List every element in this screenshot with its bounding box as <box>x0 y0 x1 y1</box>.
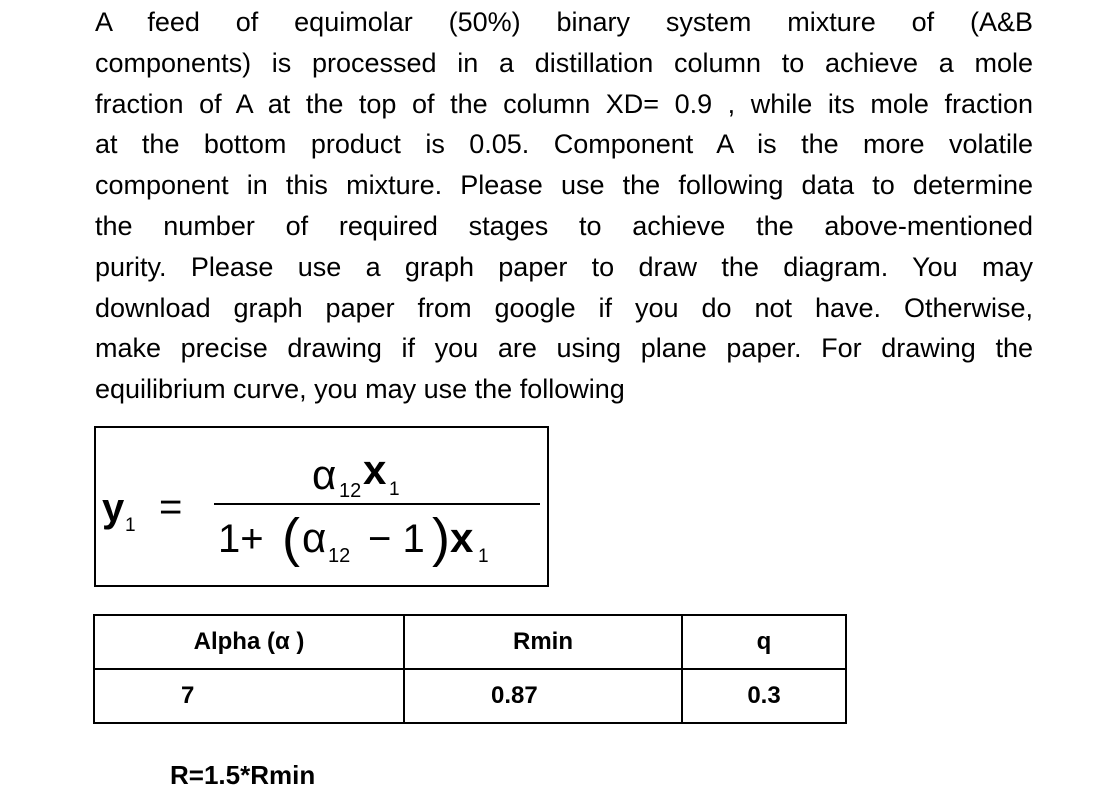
eq-den-x: x <box>450 514 474 561</box>
reflux-ratio-note: R=1.5*Rmin <box>170 760 316 790</box>
eq-den-x-sub: 1 <box>478 546 489 567</box>
header-rmin: Rmin <box>404 615 682 669</box>
eq-den-one-plus: 1+ <box>218 517 264 561</box>
problem-line-9: make precise drawing if you are using plane paper. For drawing the <box>95 333 1033 364</box>
equilibrium-equation-box <box>94 426 549 587</box>
problem-line-2: components) is processed in a distillation column to achieve a mole <box>95 47 1033 78</box>
data-table <box>93 614 847 724</box>
header-alpha: Alpha (α ) <box>94 615 404 669</box>
eq-num-alpha-sub: 12 <box>339 480 362 502</box>
value-q: 0.3 <box>682 669 846 723</box>
problem-line-3: fraction of A at the top of the column XD= 0.9 , while its mole fraction <box>95 88 1033 119</box>
value-alpha: 7 <box>94 669 404 723</box>
value-rmin: 0.87 <box>404 669 682 723</box>
problem-line-5: component in this mixture. Please use the following data to determine <box>95 170 1033 201</box>
problem-line-6: the number of required stages to achieve the above-mentioned <box>95 210 1033 241</box>
eq-num-x: x <box>363 446 387 493</box>
eq-den-alpha: α <box>302 514 327 561</box>
problem-line-7: purity. Please use a graph paper to draw the diagram. You may <box>95 251 1033 282</box>
header-q: q <box>682 615 846 669</box>
eq-num-x-sub: 1 <box>389 479 400 500</box>
table-row <box>94 669 846 723</box>
problem-line-8: download graph paper from google if you do not have. Otherwise, <box>95 292 1033 323</box>
equilibrium-equation <box>96 428 547 585</box>
problem-statement <box>95 2 1033 410</box>
problem-line-10: equilibrium curve, you may use the following <box>95 374 625 405</box>
eq-den-open-paren: ( <box>282 508 300 568</box>
eq-den-alpha-sub: 12 <box>328 545 351 567</box>
eq-equals: = <box>159 485 183 529</box>
eq-den-close-paren: ) <box>432 508 450 568</box>
problem-line-1: A feed of equimolar (50%) binary system mixture of (A&B <box>95 7 1033 37</box>
eq-y: y <box>102 486 125 530</box>
problem-line-4: at the bottom product is 0.05. Component A is the more volatile <box>95 129 1033 160</box>
eq-den-minus-one: − 1 <box>368 517 425 561</box>
table-header-row <box>94 615 846 669</box>
eq-num-alpha: α <box>312 451 337 498</box>
eq-y-sub: 1 <box>125 515 136 536</box>
